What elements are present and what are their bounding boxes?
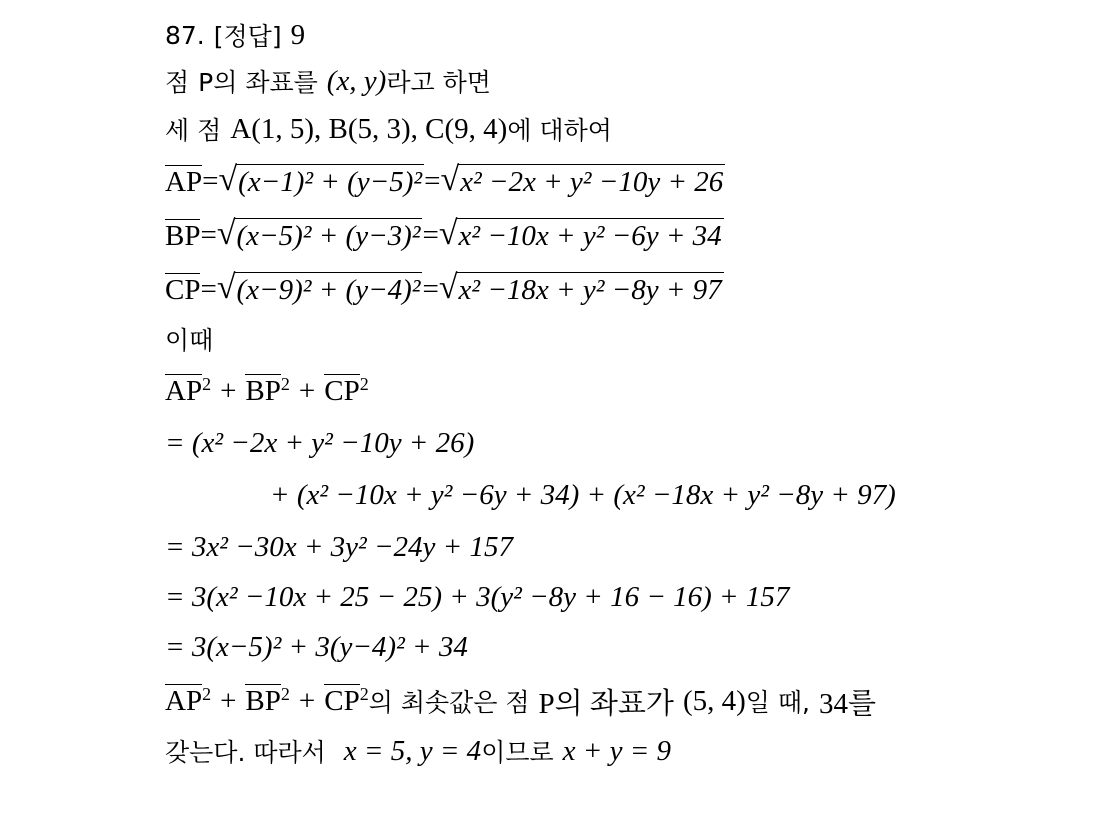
equation-ap xyxy=(165,158,725,204)
math-inline: P의 좌표가 xyxy=(538,687,674,720)
plus-sign: + xyxy=(220,684,237,717)
plus-sign: + xyxy=(220,374,237,407)
equals-sign: = xyxy=(424,164,441,197)
math-inline: (x, y) xyxy=(326,64,387,97)
math-inline: 34를 xyxy=(818,687,876,720)
segment-ap: AP xyxy=(165,166,203,198)
math-expression: + (x² −10x + y² −6y + 34) + (x² −18x + y² −8y + 97) xyxy=(270,478,896,511)
math-expression: = 3(x−5)² + 3(y−4)² + 34 xyxy=(165,630,468,663)
equals-sign: = xyxy=(422,218,439,251)
equals-sign: = xyxy=(422,272,439,305)
radical-sign: √ xyxy=(216,215,236,252)
exponent: 2 xyxy=(202,374,212,395)
radical xyxy=(216,269,423,306)
exponent: 2 xyxy=(280,374,290,395)
text-segment: 일 때, xyxy=(745,688,810,717)
text-segment: 의 최솟값은 점 xyxy=(368,688,530,717)
radicand: x² −2x + y² −10y + 26 xyxy=(460,166,724,198)
answer-tag: [정답] xyxy=(213,22,282,51)
segment-ap: AP xyxy=(165,685,203,717)
equals-sign: = xyxy=(200,272,217,305)
math-inline: A(1, 5), B(5, 3), C(9, 4) xyxy=(230,112,508,145)
segment-bp: BP xyxy=(245,375,281,407)
equation-step-2 xyxy=(165,524,513,570)
segment-cp: CP xyxy=(324,375,360,407)
final-answer: x + y = 9 xyxy=(562,734,672,767)
segment-cp: CP xyxy=(324,685,360,717)
equation-cp xyxy=(165,266,724,312)
radicand: (x−9)² + (y−4)² xyxy=(236,274,421,306)
radical xyxy=(216,215,423,252)
radical xyxy=(438,269,724,306)
radical xyxy=(438,215,724,252)
text-segment: P의 좌표를 xyxy=(198,68,318,97)
equation-bp xyxy=(165,212,724,258)
segment-cp: CP xyxy=(165,274,201,306)
segment-bp: BP xyxy=(245,685,281,717)
exponent: 2 xyxy=(280,684,290,705)
equation-step-1 xyxy=(165,420,474,466)
radical-sign: √ xyxy=(440,161,460,198)
exponent: 2 xyxy=(359,374,369,395)
text-segment: 세 점 xyxy=(165,116,222,145)
radicand: x² −10x + y² −6y + 34 xyxy=(458,220,722,252)
exponent: 2 xyxy=(359,684,369,705)
answer-value: 9 xyxy=(290,18,306,51)
text-segment: 이때 xyxy=(165,326,214,355)
math-expression: = (x² −2x + y² −10y + 26) xyxy=(165,426,475,459)
radical xyxy=(440,161,725,198)
exponent: 2 xyxy=(202,684,212,705)
plus-sign: + xyxy=(298,684,316,717)
sum-of-squares xyxy=(165,368,369,414)
math-expression: = 3x² −30x + 3y² −24y + 157 xyxy=(165,530,513,563)
equation-step-3 xyxy=(165,574,789,620)
text-segment: 갖는다. 따라서 xyxy=(165,738,326,767)
radical-sign: √ xyxy=(438,269,458,306)
text-segment: 에 대하여 xyxy=(507,116,612,145)
equation-step-1-continued xyxy=(165,472,896,518)
text-line-2 xyxy=(165,58,491,104)
conclusion-line-2 xyxy=(165,728,671,774)
text-segment: 라고 하면 xyxy=(386,68,491,97)
problem-number: 87. xyxy=(165,20,205,50)
math-inline: x = 5, y = 4 xyxy=(343,734,482,767)
equals-sign: = xyxy=(200,218,217,251)
text-segment: 이므로 xyxy=(481,738,554,767)
answer-header xyxy=(165,12,305,58)
radical-sign: √ xyxy=(218,161,238,198)
text-line-3 xyxy=(165,106,612,152)
math-expression: = 3(x² −10x + 25 − 25) + 3(y² −8y + 16 − 16) + 157 xyxy=(165,580,790,613)
radicand: x² −18x + y² −8y + 97 xyxy=(458,274,722,306)
math-inline: (5, 4) xyxy=(682,684,746,717)
radical xyxy=(218,161,424,198)
radicand: (x−1)² + (y−5)² xyxy=(238,166,423,198)
plus-sign: + xyxy=(298,374,316,407)
text-line-7 xyxy=(165,316,213,362)
segment-ap: AP xyxy=(165,375,203,407)
equals-sign: = xyxy=(202,164,219,197)
radical-sign: √ xyxy=(438,215,458,252)
text-segment: 점 xyxy=(165,68,190,97)
radicand: (x−5)² + (y−3)² xyxy=(236,220,421,252)
equation-step-4 xyxy=(165,624,468,670)
conclusion-line-1 xyxy=(165,678,876,724)
segment-bp: BP xyxy=(165,220,201,252)
radical-sign: √ xyxy=(216,269,236,306)
